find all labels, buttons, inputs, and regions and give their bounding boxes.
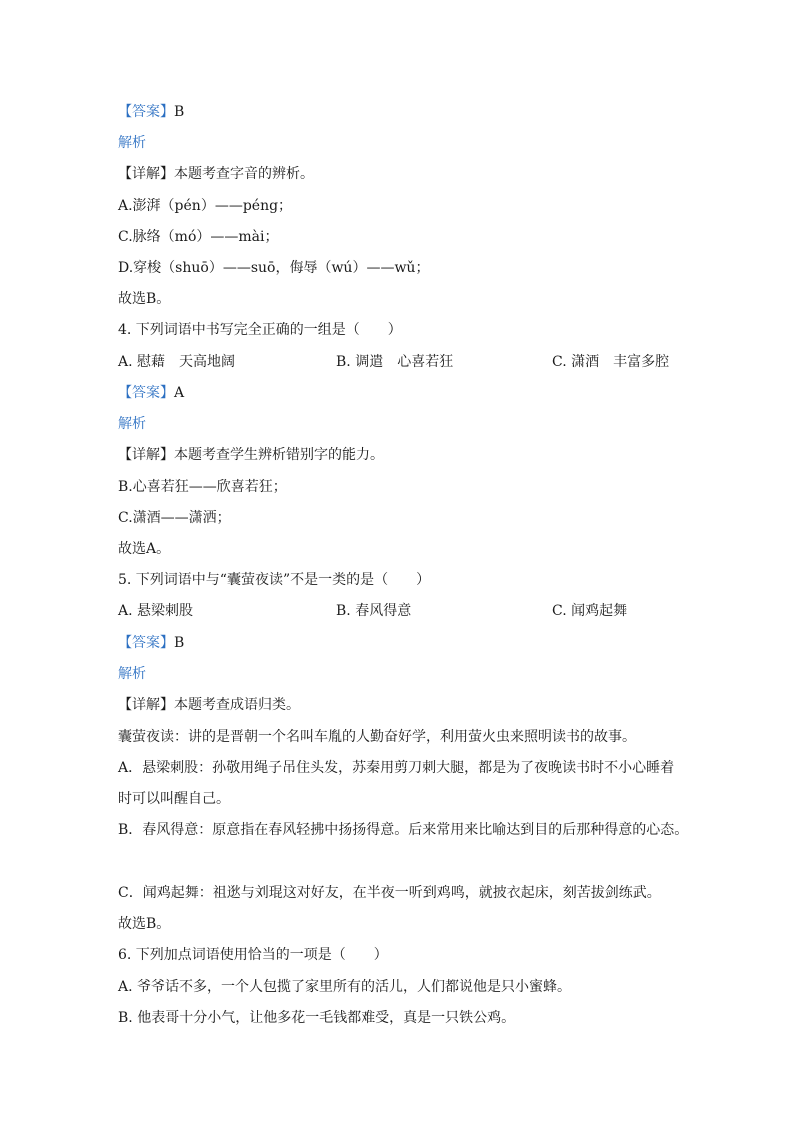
answer-tag: 【答案】 <box>118 104 174 120</box>
answer-line-q3 <box>118 102 184 122</box>
q4-option-a: A. 慰藉 天高地阔 <box>118 354 236 370</box>
q6-option-b: B. 他表哥十分小气，让他多花一毛钱都难受，真是一只铁公鸡。 <box>118 1010 516 1026</box>
answer-line-q5 <box>118 633 184 653</box>
q4-option-c: C. 潇酒 丰富多腔 <box>552 354 670 370</box>
detail-line-q3 <box>118 164 314 184</box>
question-5: 5. 下列词语中与“囊萤夜读”不是一类的是（ ） <box>118 572 431 588</box>
detail-text: 本题考查成语归类。 <box>174 697 300 713</box>
answer-value: A <box>174 385 185 401</box>
explanation-line: 时可以叫醒自己。 <box>118 791 230 807</box>
analysis-tag: 解析 <box>118 135 146 151</box>
explanation-line: B.心喜若狂——欣喜若狂； <box>118 479 287 495</box>
explanation-line: C.潇酒——潇洒； <box>118 510 231 526</box>
answer-line-q4 <box>118 383 184 403</box>
explanation-line: D.穿梭（shuō）——suō，侮辱（wú）——wǔ； <box>118 260 430 276</box>
detail-line-q5 <box>118 695 300 715</box>
detail-tag: 【详解】 <box>118 447 174 463</box>
analysis-tag: 解析 <box>118 666 146 682</box>
answer-value: B <box>174 635 185 651</box>
analysis-line-q5 <box>118 664 146 684</box>
q5-option-a: A. 悬梁刺股 <box>118 603 194 619</box>
explanation-line: A．悬梁刺股：孙敬用绳子吊住头发，苏秦用剪刀刺大腿，都是为了夜晚读书时不小心睡着 <box>118 760 675 776</box>
conclusion-line: 故选A。 <box>118 541 171 557</box>
explanation-line: C.脉络（mó）——mài； <box>118 229 279 245</box>
q6-option-a: A. 爷爷话不多，一个人包揽了家里所有的活儿，人们都说他是只小蜜蜂。 <box>118 979 572 995</box>
q5-option-c: C. 闻鸡起舞 <box>552 603 628 619</box>
analysis-tag: 解析 <box>118 416 146 432</box>
explanation-line: C．闻鸡起舞：祖逖与刘琨这对好友，在半夜一听到鸡鸣，就披衣起床，刻苦拔剑练武。 <box>118 885 661 901</box>
detail-text: 本题考查学生辨析错别字的能力。 <box>174 447 384 463</box>
answer-tag: 【答案】 <box>118 635 174 651</box>
detail-line-q4 <box>118 445 384 465</box>
answer-value: B <box>174 104 185 120</box>
question-4: 4. 下列词语中书写完全正确的一组是（ ） <box>118 322 402 338</box>
explanation-line: B．春风得意：原意指在春风轻拂中扬扬得意。后来常用来比喻达到目的后那种得意的心态。 <box>118 822 689 838</box>
q4-option-b: B. 调遣 心喜若狂 <box>336 354 454 370</box>
analysis-line-q4 <box>118 414 146 434</box>
detail-tag: 【详解】 <box>118 697 174 713</box>
question-6: 6. 下列加点词语使用恰当的一项是（ ） <box>118 947 388 963</box>
conclusion-line: 故选B。 <box>118 291 171 307</box>
q5-option-b: B. 春风得意 <box>336 603 412 619</box>
analysis-line-q3 <box>118 133 146 153</box>
conclusion-line: 故选B。 <box>118 916 171 932</box>
answer-tag: 【答案】 <box>118 385 174 401</box>
explanation-line: 囊萤夜读：讲的是晋朝一个名叫车胤的人勤奋好学，利用萤火虫来照明读书的故事。 <box>118 729 636 745</box>
detail-text: 本题考查字音的辨析。 <box>174 166 314 182</box>
detail-tag: 【详解】 <box>118 166 174 182</box>
explanation-line: A.澎湃（pén）——péng； <box>118 198 293 214</box>
